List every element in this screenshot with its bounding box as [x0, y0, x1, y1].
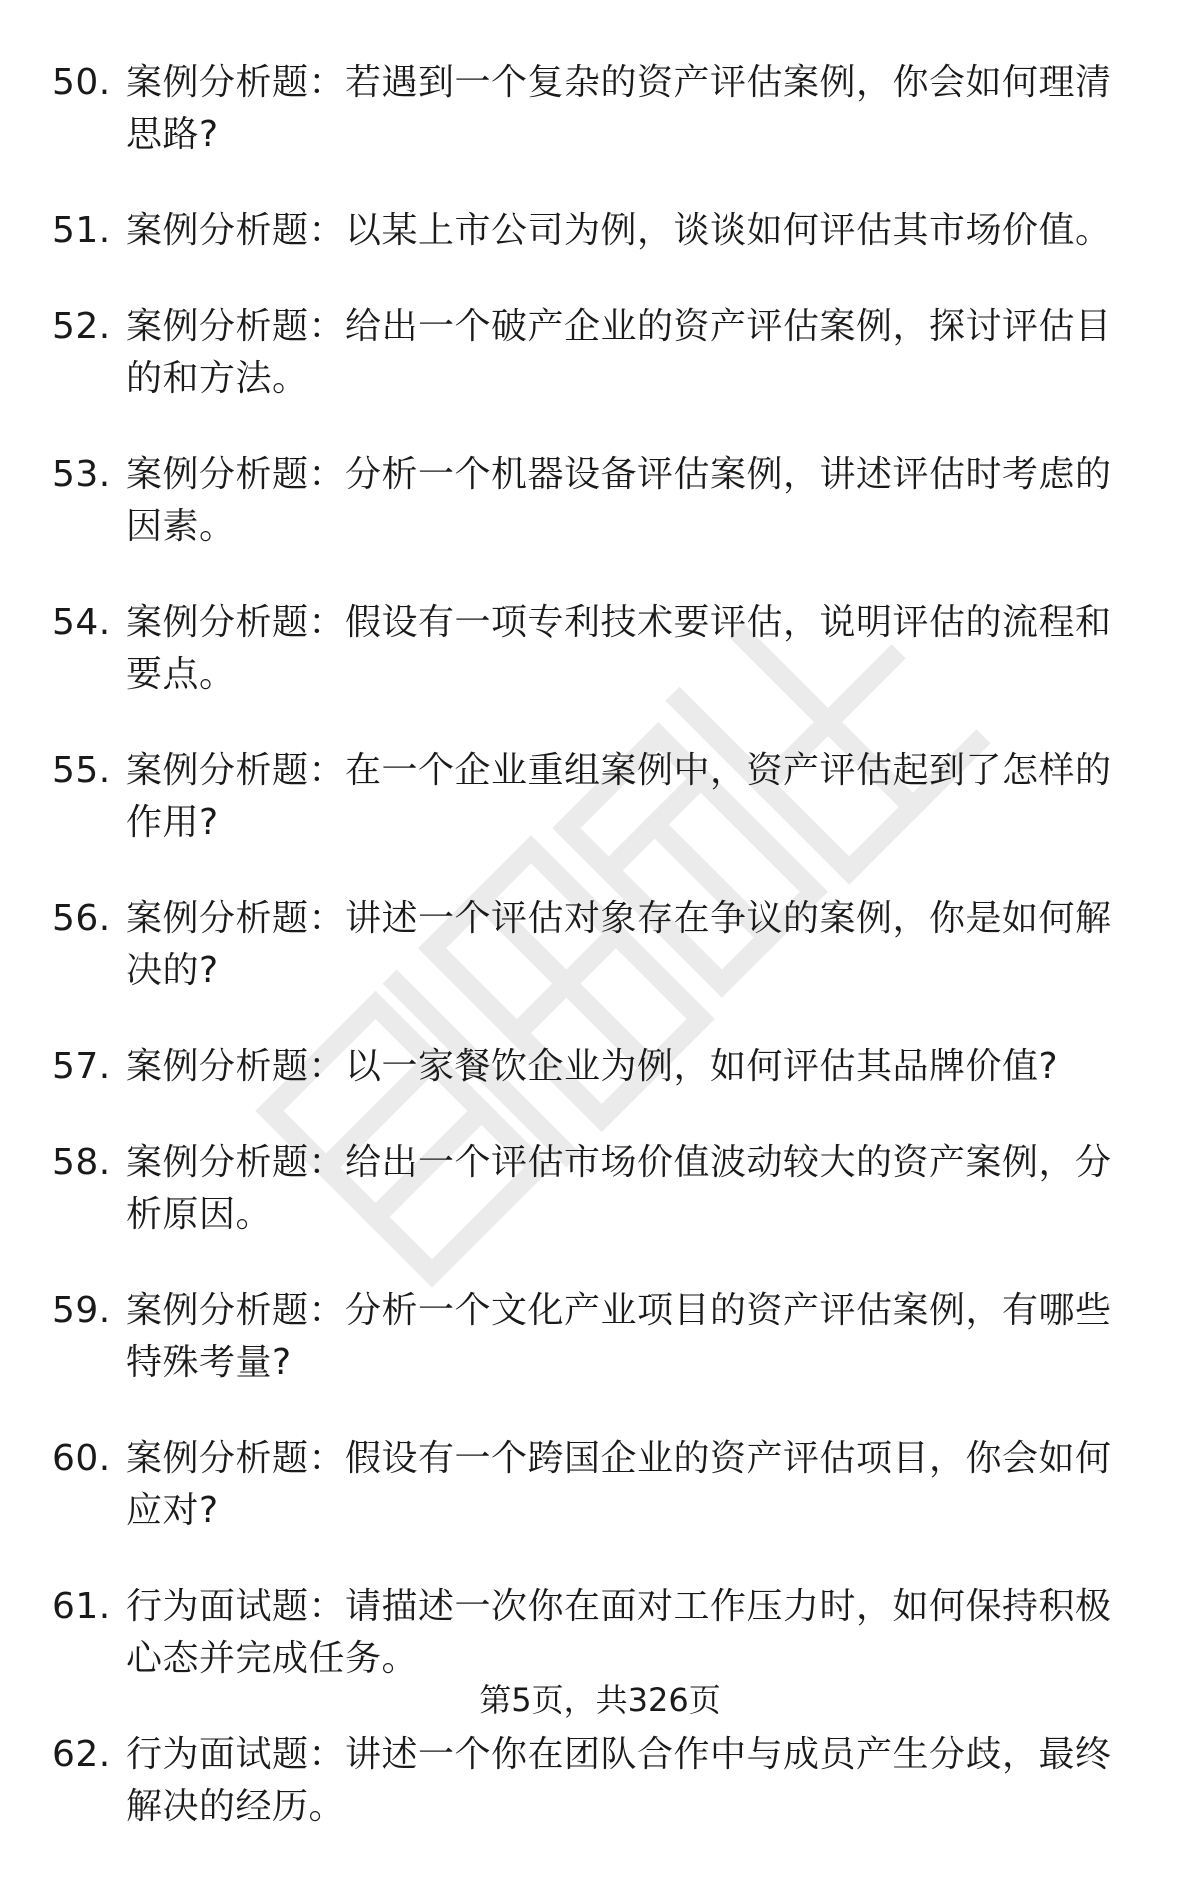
question-text: 案例分析题：假设有一项专利技术要评估，说明评估的流程和要点。	[126, 602, 1112, 695]
list-item	[52, 57, 1147, 161]
question-number: 62.	[52, 1734, 111, 1775]
question-number: 61.	[52, 1586, 111, 1627]
question-number: 57.	[52, 1046, 111, 1087]
question-list	[52, 57, 1147, 1877]
list-item	[52, 1581, 1147, 1685]
question-text: 案例分析题：以某上市公司为例，谈谈如何评估其市场价值。	[126, 210, 1112, 251]
question-number: 59.	[52, 1290, 111, 1331]
list-item	[52, 1433, 1147, 1537]
question-number: 55.	[52, 750, 111, 791]
list-item	[52, 1041, 1147, 1093]
question-text: 案例分析题：以一家餐饮企业为例，如何评估其品牌价值?	[126, 1046, 1059, 1087]
question-text: 案例分析题：假设有一个跨国企业的资产评估项目，你会如何应对?	[126, 1438, 1112, 1531]
list-item	[52, 301, 1147, 405]
question-number: 51.	[52, 210, 111, 251]
list-item	[52, 597, 1147, 701]
question-text: 案例分析题：讲述一个评估对象存在争议的案例，你是如何解决的?	[126, 898, 1112, 991]
question-text: 行为面试题：讲述一个你在团队合作中与成员产生分歧，最终解决的经历。	[126, 1734, 1112, 1827]
question-number: 50.	[52, 62, 111, 103]
question-text: 案例分析题：若遇到一个复杂的资产评估案例，你会如何理清思路?	[126, 62, 1112, 155]
list-item	[52, 745, 1147, 849]
list-item	[52, 1137, 1147, 1241]
list-item	[52, 1729, 1147, 1833]
page-number-footer: 第5页，共326页	[479, 1681, 721, 1719]
question-text: 行为面试题：请描述一次你在面对工作压力时，如何保持积极心态并完成任务。	[126, 1586, 1112, 1679]
question-text: 案例分析题：分析一个文化产业项目的资产评估案例，有哪些特殊考量?	[126, 1290, 1112, 1383]
list-item	[52, 1285, 1147, 1389]
list-item	[52, 449, 1147, 553]
question-text: 案例分析题：给出一个破产企业的资产评估案例，探讨评估目的和方法。	[126, 306, 1112, 399]
question-text: 案例分析题：在一个企业重组案例中，资产评估起到了怎样的作用?	[126, 750, 1112, 843]
question-number: 53.	[52, 454, 111, 495]
question-text: 案例分析题：分析一个机器设备评估案例，讲述评估时考虑的因素。	[126, 454, 1112, 547]
question-number: 60.	[52, 1438, 111, 1479]
question-number: 56.	[52, 898, 111, 939]
question-number: 54.	[52, 602, 111, 643]
question-number: 52.	[52, 306, 111, 347]
list-item	[52, 205, 1147, 257]
list-item	[52, 893, 1147, 997]
question-number: 58.	[52, 1142, 111, 1183]
question-text: 案例分析题：给出一个评估市场价值波动较大的资产案例，分析原因。	[126, 1142, 1112, 1235]
